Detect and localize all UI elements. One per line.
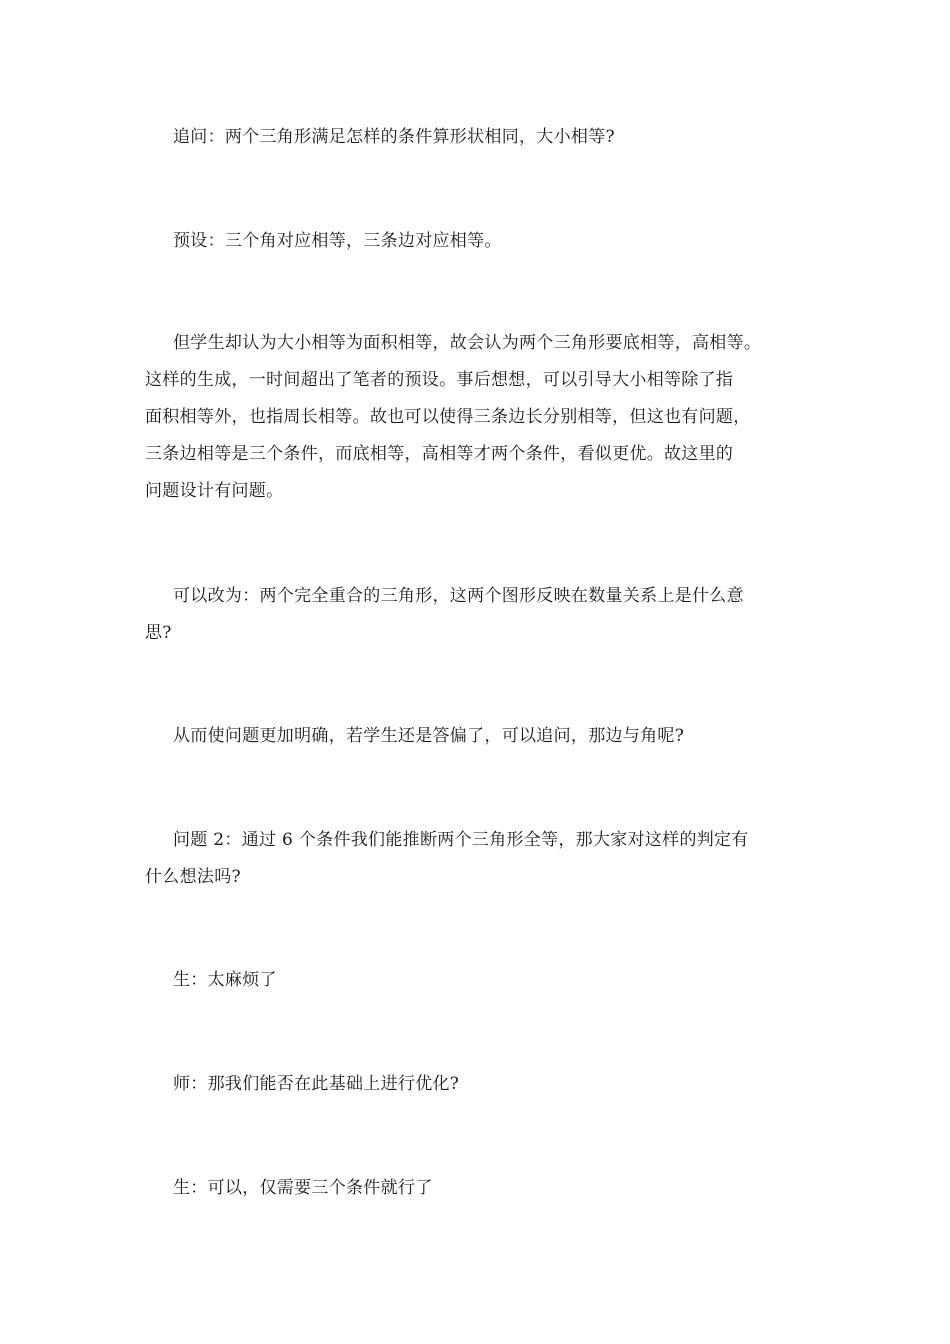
paragraph-line: 但学生却认为大小相等为面积相等，故会认为两个三角形要底相等，高相等。 — [173, 333, 762, 353]
paragraph-question-2 — [145, 822, 825, 896]
paragraph-line: 生：可以，仅需要三个条件就行了 — [173, 1178, 433, 1198]
paragraph-student-reply-1 — [145, 962, 825, 999]
paragraph-line: 生：太麻烦了 — [173, 970, 277, 990]
paragraph-preset-answer — [145, 223, 825, 260]
paragraph-line: 三条边相等是三个条件，而底相等，高相等才两个条件，看似更优。故这里的 — [145, 444, 734, 464]
paragraph-line: 从而使问题更加明确，若学生还是答偏了，可以追问，那边与角呢? — [173, 726, 685, 746]
paragraph-line: 问题设计有问题。 — [145, 481, 284, 501]
paragraph-line: 什么想法吗? — [145, 867, 241, 887]
paragraph-line: 可以改为：两个完全重合的三角形，这两个图形反映在数量关系上是什么意 — [173, 586, 744, 606]
paragraph-line: 师：那我们能否在此基础上进行优化? — [173, 1074, 460, 1094]
paragraph-line: 问题 2：通过 6 个条件我们能推断两个三角形全等，那大家对这样的判定有 — [173, 830, 749, 850]
paragraph-line: 预设：三个角对应相等，三条边对应相等。 — [173, 231, 502, 251]
paragraph-clarification — [145, 718, 825, 755]
paragraph-line: 思? — [145, 623, 172, 643]
paragraph-teacher-question — [145, 1066, 825, 1103]
paragraph-revision — [145, 578, 825, 652]
paragraph-line: 追问：两个三角形满足怎样的条件算形状相同，大小相等? — [173, 127, 615, 147]
paragraph-student-misunderstanding — [145, 325, 825, 510]
paragraph-line: 这样的生成，一时间超出了笔者的预设。事后想想，可以引导大小相等除了指 — [145, 370, 734, 390]
paragraph-student-reply-2 — [145, 1170, 825, 1207]
paragraph-follow-up-question — [145, 119, 825, 156]
paragraph-line: 面积相等外，也指周长相等。故也可以使得三条边长分别相等，但这也有问题， — [145, 407, 751, 427]
